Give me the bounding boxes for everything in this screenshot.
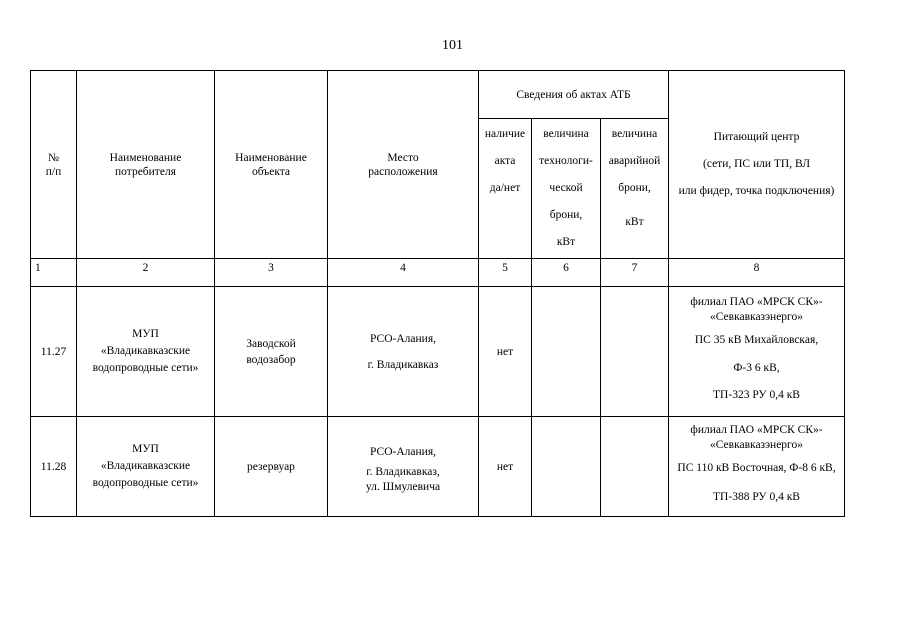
column-number: 6 — [532, 259, 601, 287]
row-power-center-line: ПС 110 кВ Восточная, Ф-8 6 кВ, — [677, 461, 836, 474]
column-number: 7 — [601, 259, 669, 287]
page-number: 101 — [442, 38, 463, 53]
header-location-line: Место — [387, 151, 419, 164]
row-object-line: Заводской — [246, 337, 296, 350]
row-consumer-line: МУП — [132, 443, 159, 455]
header-consumer-line: потребителя — [115, 165, 176, 178]
row-location-line: РСО-Алания, — [370, 445, 436, 458]
header-emergency-reserve-line: брони, — [618, 182, 651, 194]
header-power-center — [669, 71, 845, 259]
row-power-center-line: Ф-3 6 кВ, — [733, 361, 780, 374]
header-act — [479, 119, 532, 259]
header-power-center-line: (сети, ПС или ТП, ВЛ — [703, 158, 810, 170]
row-location-line: ул. Шмулевича — [365, 480, 441, 493]
header-tech-reserve-line: величина — [543, 128, 589, 140]
row-number: 11.27 — [31, 287, 77, 417]
header-location — [328, 71, 479, 259]
column-number: 8 — [669, 259, 845, 287]
row-power-center-line: «Севкавказэнерго» — [710, 438, 803, 451]
row-consumer-line: водопроводные сети» — [92, 477, 199, 489]
row-emergency-reserve — [601, 287, 669, 417]
row-power-center-line: филиал ПАО «МРСК СК»- — [690, 295, 823, 308]
column-number: 5 — [479, 259, 532, 287]
header-num — [31, 71, 77, 259]
column-number: 2 — [77, 259, 215, 287]
row-power-center — [669, 417, 845, 517]
row-power-center-line: ПС 35 кВ Михайловская, — [694, 333, 819, 346]
row-emergency-reserve — [601, 417, 669, 517]
header-consumer — [77, 71, 215, 259]
header-power-center-line: или фидер, точка подключения) — [678, 185, 835, 197]
header-object — [215, 71, 328, 259]
row-tech-reserve — [532, 287, 601, 417]
header-object-line: объекта — [251, 165, 291, 178]
header-act-line: акта — [494, 155, 516, 167]
column-number: 4 — [328, 259, 479, 287]
header-act-line: наличие — [484, 128, 526, 140]
column-number: 3 — [215, 259, 328, 287]
header-num-line: № — [48, 151, 59, 164]
row-act: нет — [479, 417, 532, 517]
row-tech-reserve — [532, 417, 601, 517]
header-tech-reserve-line: ческой — [549, 182, 583, 194]
row-consumer-line: «Владикавказские — [100, 345, 191, 357]
header-location-line: расположения — [368, 165, 438, 178]
row-consumer-line: МУП — [132, 328, 159, 340]
header-emergency-reserve-line: аварийной — [608, 155, 661, 167]
column-number-row — [31, 259, 845, 287]
header-tech-reserve-line: кВт — [556, 236, 576, 248]
row-act: нет — [479, 287, 532, 417]
header-power-center-line: Питающий центр — [713, 131, 800, 143]
header-num-line: п/п — [45, 165, 62, 178]
row-power-center — [669, 287, 845, 417]
row-object-line: водозабор — [246, 353, 296, 366]
row-location-line: г. Владикавказ — [367, 358, 439, 371]
row-location-line: РСО-Алания, — [370, 332, 436, 345]
header-act-line: да/нет — [489, 182, 521, 194]
table-row — [31, 287, 845, 417]
row-object — [215, 287, 328, 417]
header-emergency-reserve-line: величина — [611, 128, 658, 140]
row-number: 11.28 — [31, 417, 77, 517]
header-tech-reserve-line: технологи- — [539, 155, 593, 167]
header-tech-reserve — [532, 119, 601, 259]
row-consumer-line: водопроводные сети» — [92, 362, 199, 374]
row-power-center-line: ТП-388 РУ 0,4 кВ — [713, 490, 800, 503]
header-emergency-reserve-line: кВт — [625, 216, 644, 228]
column-number: 1 — [31, 259, 77, 287]
row-location — [328, 417, 479, 517]
row-power-center-line: «Севкавказэнерго» — [710, 310, 803, 323]
row-consumer — [77, 287, 215, 417]
row-consumer — [77, 417, 215, 517]
row-consumer-line: «Владикавказские — [100, 460, 191, 472]
header-emergency-reserve — [601, 119, 669, 259]
header-tech-reserve-line: брони, — [549, 209, 583, 221]
header-object-line: Наименование — [235, 151, 307, 164]
row-power-center-line: ТП-323 РУ 0,4 кВ — [713, 388, 800, 401]
consumer-table — [30, 70, 845, 517]
row-power-center-line: филиал ПАО «МРСК СК»- — [690, 423, 823, 436]
row-location-line: г. Владикавказ, — [366, 465, 440, 478]
header-row-1 — [31, 71, 845, 119]
header-consumer-line: Наименование — [109, 151, 182, 164]
table-row — [31, 417, 845, 517]
row-location — [328, 287, 479, 417]
row-object: резервуар — [215, 417, 328, 517]
header-atb-group: Сведения об актах АТБ — [479, 71, 669, 119]
